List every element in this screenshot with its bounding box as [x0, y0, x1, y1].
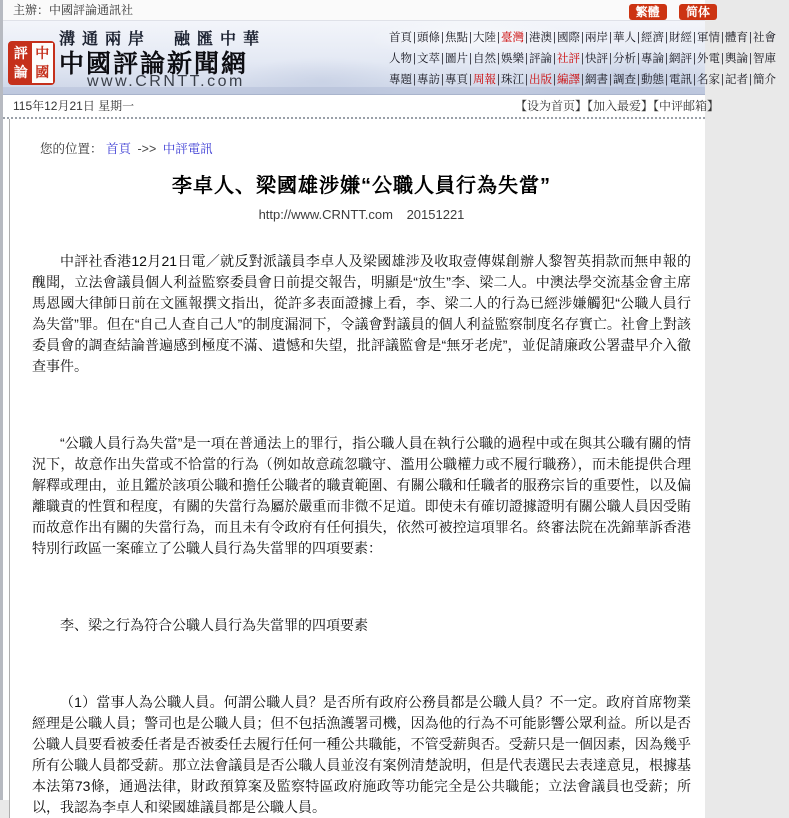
site-name: 中國評論新聞網 [59, 50, 249, 78]
nav-row [389, 28, 789, 49]
article-paragraph: 李、梁之行為符合公職人員行為失當罪的四項要素 [60, 617, 368, 633]
nav-row [389, 70, 789, 91]
nav-link[interactable]: 名家 [697, 74, 720, 86]
nav-separator: | [665, 74, 668, 86]
top-bar [3, 0, 710, 21]
nav-separator: | [469, 53, 472, 65]
nav-link[interactable]: 大陸 [473, 32, 496, 44]
nav-link[interactable]: 人物 [389, 53, 412, 65]
nav-separator: | [581, 74, 584, 86]
nav-link[interactable]: 輿論 [725, 53, 748, 65]
nav-link[interactable]: 社會 [753, 32, 776, 44]
nav-link[interactable]: 焦點 [445, 32, 468, 44]
nav-separator: | [525, 53, 528, 65]
nav-link[interactable]: 珠江 [501, 74, 524, 86]
nav-link[interactable]: 頭條 [417, 32, 440, 44]
nav-separator: | [637, 53, 640, 65]
nav-separator: | [665, 32, 668, 44]
quick-link[interactable]: 【中评邮箱】 [652, 99, 719, 113]
current-date: 115年12月21日 星期一 [13, 99, 135, 113]
nav-link[interactable]: 分析 [613, 53, 636, 65]
nav-separator: | [609, 32, 612, 44]
nav-link[interactable]: 簡介 [753, 74, 776, 86]
nav-separator: | [525, 32, 528, 44]
nav-separator: | [413, 32, 416, 44]
nav-separator: | [749, 74, 752, 86]
date-bar [3, 95, 719, 119]
nav-link[interactable]: 自然 [473, 53, 496, 65]
nav-separator: | [693, 32, 696, 44]
nav-link[interactable]: 娛樂 [501, 53, 524, 65]
source-url: http://www.CRNTT.com [258, 207, 393, 222]
seal-right-column: 中國 [32, 43, 54, 83]
breadcrumb-home-link[interactable]: 首頁 [106, 142, 132, 156]
nav-link[interactable]: 社評 [557, 53, 580, 65]
nav-link[interactable]: 調查 [613, 74, 636, 86]
nav-link[interactable]: 體育 [725, 32, 748, 44]
masthead [3, 21, 776, 95]
nav-separator: | [693, 74, 696, 86]
quick-link[interactable]: 【加入最爱】 [586, 99, 653, 113]
nav-separator: | [441, 53, 444, 65]
nav-separator: | [553, 32, 556, 44]
nav-row [389, 49, 789, 70]
nav-separator: | [525, 74, 528, 86]
nav-link[interactable]: 財經 [669, 32, 692, 44]
site-slogan: 溝通兩岸 融匯中華 [59, 31, 267, 48]
nav-separator: | [441, 32, 444, 44]
nav-separator: | [721, 53, 724, 65]
language-switcher [620, 2, 717, 23]
nav-link[interactable]: 專題 [389, 74, 412, 86]
crntt-seal-logo-icon [8, 41, 55, 85]
article-paragraph: 中評社香港12月21日電／就反對派議員李卓人及梁國雄涉及收取壹傳媒創辦人黎智英捐款而無申報的醜聞，立法會議員個人利益監察委員會日前提交報告，明顯是“放生”李、梁二人。中澳法學交流基金會主席馬恩國大律師日前在文匯報撰文指出，從許多表面證據上看，李、梁二人的行為已經涉嫌觸犯“公職人員行為失當”罪。但在“自己人查自己人”的制度漏洞下，令議會對議員的個人利益監察制度名存實亡。社會上對該委員會的調查結論普遍感到極度不滿、遺憾和失望，批評議監會是“無牙老虎”，並促請廉政公署盡早介入徹查事件。 [32, 253, 691, 374]
nav-link[interactable]: 圖片 [445, 53, 468, 65]
nav-link[interactable]: 評論 [529, 53, 552, 65]
nav-separator: | [637, 74, 640, 86]
nav-link[interactable]: 編譯 [557, 74, 580, 86]
nav-link[interactable]: 國際 [557, 32, 580, 44]
nav-link[interactable]: 軍情 [697, 32, 720, 44]
sponsor-text: 主辦：中國評論通訊社 [13, 3, 134, 17]
nav-link[interactable]: 智庫 [753, 53, 776, 65]
nav-link[interactable]: 周報 [473, 74, 496, 86]
seal-left-column: 評論 [10, 43, 32, 83]
nav-separator: | [721, 32, 724, 44]
nav-separator: | [665, 53, 668, 65]
nav-link[interactable]: 網書 [585, 74, 608, 86]
nav-link[interactable]: 動態 [641, 74, 664, 86]
nav-separator: | [581, 53, 584, 65]
article-source-line [32, 207, 691, 222]
nav-link[interactable]: 網評 [669, 53, 692, 65]
nav-separator: | [553, 53, 556, 65]
nav-link[interactable]: 文萃 [417, 53, 440, 65]
nav-link[interactable]: 兩岸 [585, 32, 608, 44]
source-date: 20151221 [406, 207, 465, 222]
nav-link[interactable]: 港澳 [529, 32, 552, 44]
article-title: 李卓人、梁國雄涉嫌“公職人員行為失當” [172, 175, 551, 197]
nav-separator: | [609, 53, 612, 65]
article-paragraph: “公職人員行為失當”是一項在普通法上的罪行，指公職人員在執行公職的過程中或在與其公職有關的情況下，故意作出失當或不恰當的行為（例如故意疏忽職守、濫用公職權力或不履行職務），而未能提供合理解釋或理由，並且鑑於該項公職和擔任公職者的職責範圍、有關公職和任職者的服務宗旨的重要性，以及偏離職責的性質和程度，有關的失當行為屬於嚴重而非微不足道。即使未有確切證據證明有關公職人員因受賄而故意作出有關的失當行為，而且未有令政府有任何損失，依然可被控這項罪名。終審法院在冼錦華訴香港特別行政區一案確立了公職人員行為失當罪的四項要素： [32, 435, 691, 556]
article-paragraph: （1）當事人為公職人員。何謂公職人員？是否所有政府公務員都是公職人員？不一定。政府首席物業經理是公職人員；警司也是公職人員；但不包括漁護署司機，因為他的行為不可能影響公眾利益。所以是否公職人員要看被委任者是否被委任去履行任何一種公共職能，不管受薪與否。受薪只是一個因素，因為幾乎所有公職人員都受薪。那立法會議員是否公職人員並沒有案例清楚說明，但是代表選民去表達意見，根據基本法第73條，通過法律，財政預算案及監察特區政府施政等功能完全是公共職能；立法會議員也受薪；所以，我認為李卓人和梁國雄議員都是公職人員。 [32, 694, 691, 815]
nav-link[interactable]: 記者 [725, 74, 748, 86]
nav-separator: | [609, 74, 612, 86]
breadcrumb-section-link[interactable]: 中評電訊 [162, 142, 213, 156]
nav-link[interactable]: 專頁 [445, 74, 468, 86]
breadcrumb-separator: ->> [137, 142, 157, 156]
nav-separator: | [497, 32, 500, 44]
traditional-chinese-button[interactable]: 繁體 [629, 4, 667, 20]
article-body [32, 251, 691, 818]
nav-separator: | [637, 32, 640, 44]
breadcrumb-prefix: 您的位置： [40, 142, 103, 156]
quick-link[interactable]: 【设为首页】 [514, 99, 587, 113]
site-url: www.CRNTT.com [87, 73, 245, 90]
content-area [9, 119, 705, 818]
nav-separator: | [413, 53, 416, 65]
simplified-chinese-button[interactable]: 简体 [679, 4, 717, 20]
nav-separator: | [469, 32, 472, 44]
nav-link[interactable]: 出版 [529, 74, 552, 86]
nav-link[interactable]: 經濟 [641, 32, 664, 44]
nav-separator: | [693, 53, 696, 65]
quick-links [515, 95, 719, 117]
nav-link[interactable]: 首頁 [389, 32, 412, 44]
nav-separator: | [721, 74, 724, 86]
nav-separator: | [553, 74, 556, 86]
nav-link[interactable]: 華人 [613, 32, 636, 44]
breadcrumb [40, 139, 691, 157]
nav-separator: | [469, 74, 472, 86]
nav-separator: | [497, 74, 500, 86]
nav-separator: | [413, 74, 416, 86]
nav-link[interactable]: 快評 [585, 53, 608, 65]
nav-separator: | [441, 74, 444, 86]
nav-separator: | [749, 53, 752, 65]
nav-link[interactable]: 臺灣 [501, 32, 524, 44]
nav-link[interactable]: 專論 [641, 53, 664, 65]
main-nav [389, 28, 789, 91]
nav-separator: | [497, 53, 500, 65]
nav-link[interactable]: 電訊 [669, 74, 692, 86]
nav-separator: | [749, 32, 752, 44]
nav-separator: | [581, 32, 584, 44]
nav-link[interactable]: 專訪 [417, 74, 440, 86]
nav-link[interactable]: 外電 [697, 53, 720, 65]
